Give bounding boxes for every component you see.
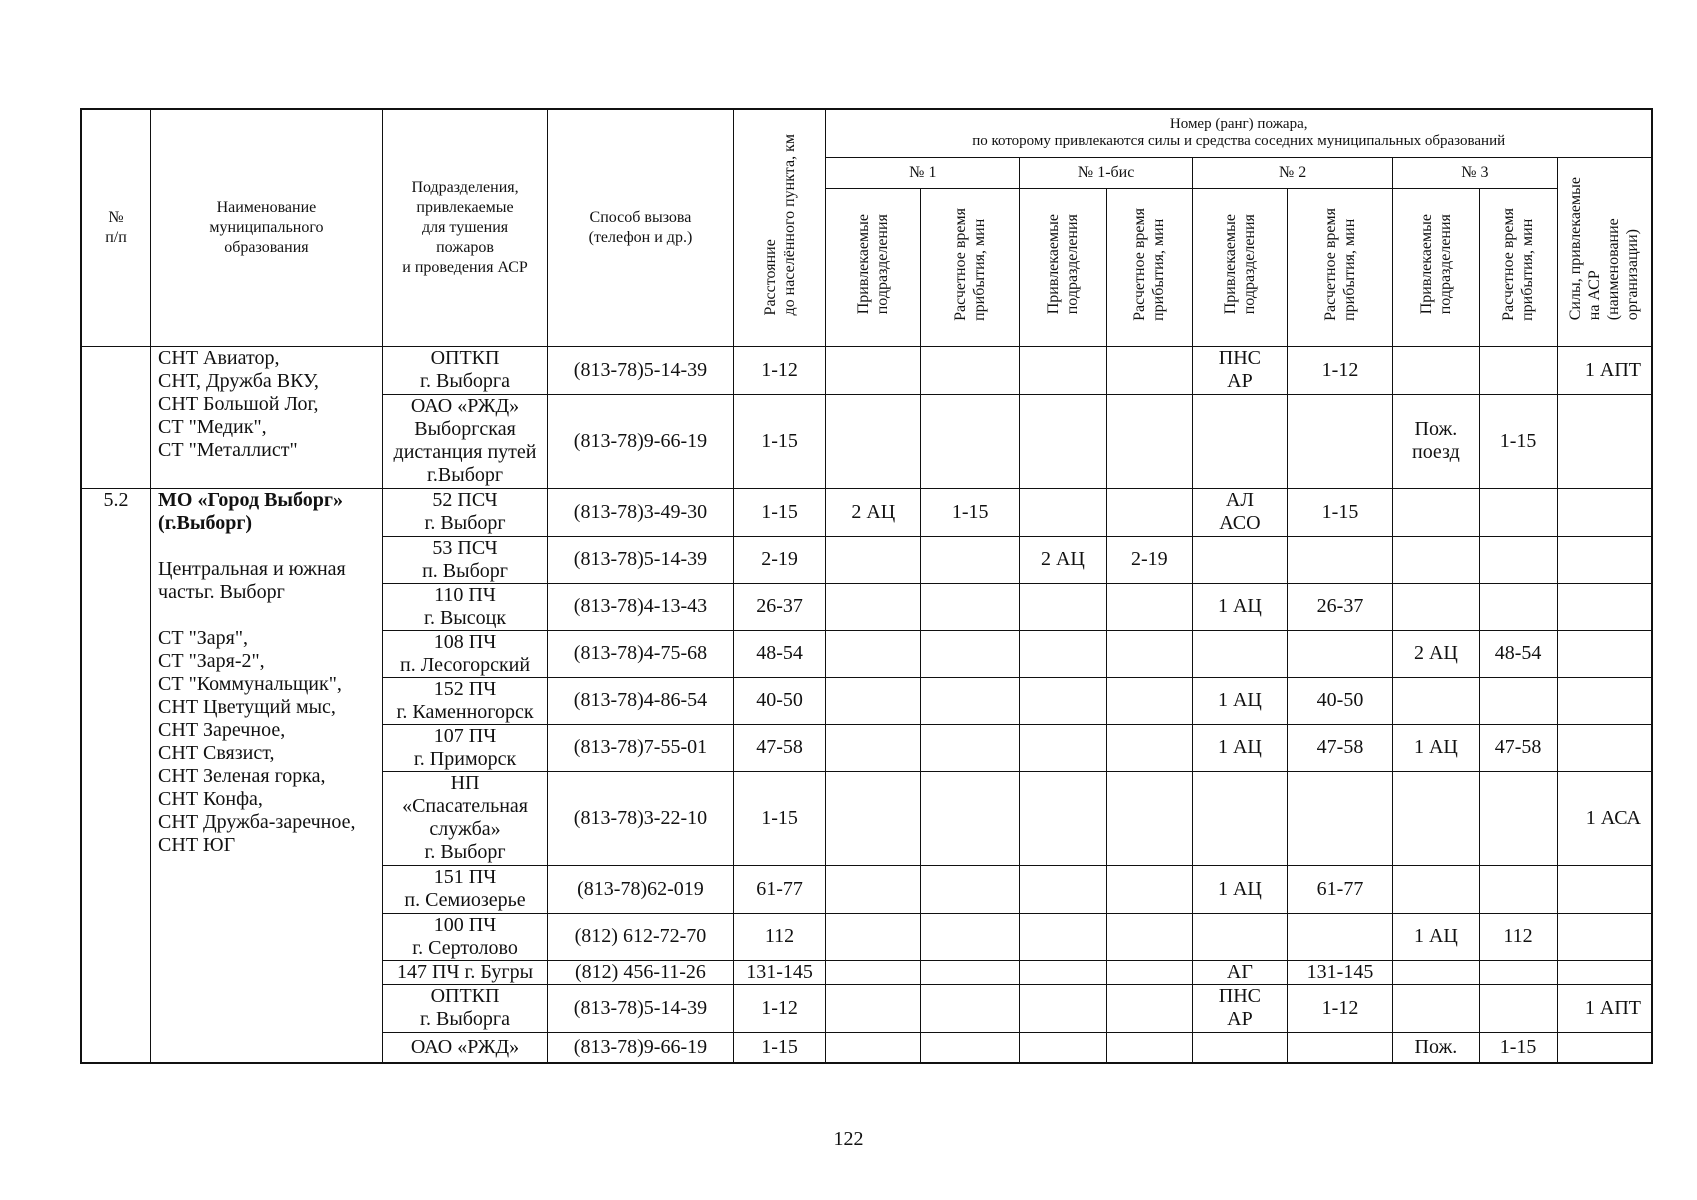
- rank1-units-cell: [826, 394, 921, 488]
- rank1bis-units-cell: [1020, 865, 1106, 913]
- rank2-time-cell: [1287, 913, 1392, 960]
- rank1bis-time-cell: [1106, 677, 1192, 724]
- municipality-name: СНТ Авиатор, СНТ, Дружба ВКУ, СНТ Большой Лог, СТ "Медик", СТ "Металлист": [151, 346, 383, 488]
- unit-cell: 147 ПЧ г. Бугры: [382, 960, 547, 984]
- distance-cell: 47-58: [733, 724, 826, 771]
- rank1-time-cell: [921, 771, 1020, 865]
- rank2-units-cell: 1 АЦ: [1193, 724, 1288, 771]
- rank3-time-cell: [1479, 984, 1557, 1032]
- unit-cell: ОПТКП г. Выборга: [382, 984, 547, 1032]
- rank1bis-time-cell: [1106, 488, 1192, 536]
- call-cell: (813-78)3-49-30: [548, 488, 733, 536]
- table-row: [81, 488, 1652, 536]
- call-cell: (813-78)5-14-39: [548, 984, 733, 1032]
- distance-cell: 1-12: [733, 984, 826, 1032]
- asr-cell: [1557, 394, 1652, 488]
- rank1-units-cell: [826, 771, 921, 865]
- rank3-units-cell: 2 АЦ: [1393, 630, 1479, 677]
- rank1-units-cell: [826, 1032, 921, 1063]
- header-asr-text: Силы, привлекаемые на АСР (наименование организации): [1567, 176, 1642, 321]
- rank1-time-cell: [921, 630, 1020, 677]
- distance-cell: 1-15: [733, 771, 826, 865]
- unit-cell: 107 ПЧ г. Приморск: [382, 724, 547, 771]
- row-num-empty: [81, 346, 151, 488]
- rank1-time-cell: [921, 984, 1020, 1032]
- header-rank3-time: Расчетное время прибытия, мин: [1479, 188, 1557, 346]
- asr-cell: [1557, 960, 1652, 984]
- rank2-units-cell: [1193, 913, 1288, 960]
- rank1bis-units-cell: [1020, 630, 1106, 677]
- rank3-time-cell: 112: [1479, 913, 1557, 960]
- asr-cell: 1 АПТ: [1557, 984, 1652, 1032]
- rank1bis-units-cell: [1020, 488, 1106, 536]
- call-cell: (813-78)5-14-39: [548, 536, 733, 583]
- rank2-units-cell: [1193, 630, 1288, 677]
- call-cell: (813-78)9-66-19: [548, 1032, 733, 1063]
- distance-cell: 61-77: [733, 865, 826, 913]
- rank3-time-cell: [1479, 865, 1557, 913]
- asr-cell: [1557, 630, 1652, 677]
- rank3-units-cell: Пож. поезд: [1393, 394, 1479, 488]
- rank1bis-units-cell: [1020, 394, 1106, 488]
- rank3-time-cell: [1479, 536, 1557, 583]
- distance-cell: 1-15: [733, 488, 826, 536]
- rank2-time-cell: 26-37: [1287, 583, 1392, 630]
- unit-cell: 110 ПЧ г. Высоцк: [382, 583, 547, 630]
- rank1bis-units-cell: [1020, 346, 1106, 394]
- header-rank3-units: Привлекаемые подразделения: [1393, 188, 1479, 346]
- rank1bis-time-cell: [1106, 630, 1192, 677]
- rank1bis-units-cell: [1020, 583, 1106, 630]
- rank1bis-units-cell: [1020, 677, 1106, 724]
- unit-cell: ОПТКП г. Выборга: [382, 346, 547, 394]
- municipality-cell: [151, 488, 383, 1063]
- call-cell: (813-78)7-55-01: [548, 724, 733, 771]
- rank1bis-time-cell: [1106, 913, 1192, 960]
- rank1-time-cell: [921, 536, 1020, 583]
- municipality-title: МО «Город Выборг» (г.Выборг): [158, 488, 343, 534]
- rank2-time-cell: 1-12: [1287, 984, 1392, 1032]
- rank1-time-cell: [921, 677, 1020, 724]
- rank1bis-units-cell: [1020, 771, 1106, 865]
- distance-cell: 1-15: [733, 1032, 826, 1063]
- rank2-time-cell: 61-77: [1287, 865, 1392, 913]
- rank1-time-cell: [921, 724, 1020, 771]
- asr-cell: [1557, 865, 1652, 913]
- municipality-area: Центральная и южная частьг. Выборг: [158, 557, 346, 603]
- rank2-units-cell: [1193, 536, 1288, 583]
- distance-cell: 2-19: [733, 536, 826, 583]
- rank1bis-units-cell: [1020, 1032, 1106, 1063]
- unit-cell: НП «Спасательная служба» г. Выборг: [382, 771, 547, 865]
- fire-forces-table: [80, 108, 1653, 1064]
- call-cell: (813-78)62-019: [548, 865, 733, 913]
- rank2-time-cell: [1287, 630, 1392, 677]
- asr-cell: 1 АПТ: [1557, 346, 1652, 394]
- rank3-units-cell: [1393, 583, 1479, 630]
- asr-cell: [1557, 583, 1652, 630]
- distance-cell: 1-15: [733, 394, 826, 488]
- rank2-time-cell: [1287, 394, 1392, 488]
- rank3-units-cell: 1 АЦ: [1393, 913, 1479, 960]
- rank2-units-cell: [1193, 771, 1288, 865]
- rank3-time-cell: 1-15: [1479, 394, 1557, 488]
- rank1-time-cell: [921, 1032, 1020, 1063]
- header-call-method: Способ вызова (телефон и др.): [548, 109, 733, 346]
- asr-cell: [1557, 913, 1652, 960]
- rank1-time-cell: 1-15: [921, 488, 1020, 536]
- rank1bis-time-cell: [1106, 960, 1192, 984]
- header-rank1-units: Привлекаемые подразделения: [826, 188, 921, 346]
- rank1bis-time-cell: [1106, 394, 1192, 488]
- rank3-units-cell: [1393, 346, 1479, 394]
- call-cell: (813-78)3-22-10: [548, 771, 733, 865]
- distance-cell: 131-145: [733, 960, 826, 984]
- distance-cell: 26-37: [733, 583, 826, 630]
- rank3-time-cell: 1-15: [1479, 1032, 1557, 1063]
- distance-cell: 112: [733, 913, 826, 960]
- rank3-time-cell: [1479, 346, 1557, 394]
- rank3-units-cell: [1393, 536, 1479, 583]
- rank1bis-units-cell: [1020, 984, 1106, 1032]
- rank1bis-time-cell: [1106, 583, 1192, 630]
- rank2-units-cell: ПНС АР: [1193, 984, 1288, 1032]
- rank1-time-cell: [921, 346, 1020, 394]
- rank1-time-cell: [921, 394, 1020, 488]
- rank2-time-cell: [1287, 536, 1392, 583]
- unit-cell: ОАО «РЖД» Выборгская дистанция путей г.Выборг: [382, 394, 547, 488]
- rank3-units-cell: [1393, 677, 1479, 724]
- rank1-time-cell: [921, 865, 1020, 913]
- rank1-time-cell: [921, 960, 1020, 984]
- rank1-time-cell: [921, 913, 1020, 960]
- row-num: 5.2: [81, 488, 151, 1063]
- header-rank2-units: Привлекаемые подразделения: [1193, 188, 1288, 346]
- rank2-units-cell: 1 АЦ: [1193, 865, 1288, 913]
- rank3-units-cell: [1393, 488, 1479, 536]
- rank2-time-cell: [1287, 1032, 1392, 1063]
- rank2-units-cell: АЛ АСО: [1193, 488, 1288, 536]
- municipality-settlements: СТ "Заря", СТ "Заря-2", СТ "Коммунальщик", СНТ Цветущий мыс, СНТ Заречное, СНТ Связист, СНТ Зеленая горка, СНТ Конфа, СНТ Дружба-заречное, СНТ ЮГ: [158, 626, 356, 856]
- rank3-units-cell: 1 АЦ: [1393, 724, 1479, 771]
- rank2-time-cell: [1287, 771, 1392, 865]
- rank2-time-cell: 1-15: [1287, 488, 1392, 536]
- asr-cell: [1557, 488, 1652, 536]
- page-number: 122: [833, 1128, 864, 1150]
- asr-cell: [1557, 724, 1652, 771]
- rank1bis-time-cell: [1106, 771, 1192, 865]
- rank1-units-cell: [826, 960, 921, 984]
- distance-cell: 40-50: [733, 677, 826, 724]
- rank1-time-cell: [921, 583, 1020, 630]
- header-rank1bis-time: Расчетное время прибытия, мин: [1106, 188, 1192, 346]
- rank1bis-units-cell: [1020, 913, 1106, 960]
- rank1bis-time-cell: [1106, 346, 1192, 394]
- rank2-units-cell: 1 АЦ: [1193, 583, 1288, 630]
- header-rank-1-bis: № 1-бис: [1020, 157, 1193, 188]
- unit-cell: 151 ПЧ п. Семиозерье: [382, 865, 547, 913]
- rank1-units-cell: [826, 865, 921, 913]
- rank1-units-cell: [826, 913, 921, 960]
- rank1-units-cell: [826, 984, 921, 1032]
- rank1bis-time-cell: [1106, 865, 1192, 913]
- distance-cell: 48-54: [733, 630, 826, 677]
- rank2-time-cell: 47-58: [1287, 724, 1392, 771]
- header-rank-2: № 2: [1193, 157, 1393, 188]
- unit-cell: 152 ПЧ г. Каменногорск: [382, 677, 547, 724]
- rank3-time-cell: [1479, 583, 1557, 630]
- rank2-time-cell: 1-12: [1287, 346, 1392, 394]
- rank2-units-cell: 1 АЦ: [1193, 677, 1288, 724]
- rank1bis-time-cell: [1106, 724, 1192, 771]
- rank1-units-cell: 2 АЦ: [826, 488, 921, 536]
- call-cell: (813-78)5-14-39: [548, 346, 733, 394]
- call-cell: (813-78)4-75-68: [548, 630, 733, 677]
- table-row: [81, 346, 1652, 394]
- distance-cell: 1-12: [733, 346, 826, 394]
- rank3-units-cell: [1393, 960, 1479, 984]
- rank1bis-time-cell: [1106, 984, 1192, 1032]
- rank2-units-cell: АГ: [1193, 960, 1288, 984]
- call-cell: (812) 456-11-26: [548, 960, 733, 984]
- rank1bis-time-cell: [1106, 1032, 1192, 1063]
- header-units: Подразделения, привлекаемые для тушения пожаров и проведения АСР: [382, 109, 547, 346]
- unit-cell: 100 ПЧ г. Сертолово: [382, 913, 547, 960]
- rank1-units-cell: [826, 677, 921, 724]
- header-rank2-time: Расчетное время прибытия, мин: [1287, 188, 1392, 346]
- unit-cell: 52 ПСЧ г. Выборг: [382, 488, 547, 536]
- call-cell: (813-78)4-86-54: [548, 677, 733, 724]
- unit-cell: 108 ПЧ п. Лесогорский: [382, 630, 547, 677]
- rank1bis-units-cell: [1020, 724, 1106, 771]
- rank3-time-cell: [1479, 677, 1557, 724]
- rank3-units-cell: [1393, 984, 1479, 1032]
- rank3-units-cell: [1393, 771, 1479, 865]
- rank1-units-cell: [826, 724, 921, 771]
- rank2-units-cell: [1193, 1032, 1288, 1063]
- header-num: № п/п: [81, 109, 151, 346]
- header-municipality: Наименование муниципального образования: [151, 109, 383, 346]
- rank3-units-cell: Пож.: [1393, 1032, 1479, 1063]
- asr-cell: [1557, 677, 1652, 724]
- rank2-time-cell: 40-50: [1287, 677, 1392, 724]
- rank3-time-cell: [1479, 771, 1557, 865]
- header-rank-title: Номер (ранг) пожара, по которому привлекаются силы и средства соседних муниципальных образований: [826, 109, 1652, 157]
- rank2-units-cell: [1193, 394, 1288, 488]
- rank3-time-cell: [1479, 488, 1557, 536]
- call-cell: (812) 612-72-70: [548, 913, 733, 960]
- rank2-time-cell: 131-145: [1287, 960, 1392, 984]
- call-cell: (813-78)4-13-43: [548, 583, 733, 630]
- header-distance-text: Расстояние до населённого пункта, км: [761, 134, 798, 316]
- rank1-units-cell: [826, 583, 921, 630]
- unit-cell: ОАО «РЖД»: [382, 1032, 547, 1063]
- header-rank1bis-units: Привлекаемые подразделения: [1020, 188, 1106, 346]
- rank1bis-time-cell: 2-19: [1106, 536, 1192, 583]
- rank3-time-cell: 48-54: [1479, 630, 1557, 677]
- rank1bis-units-cell: 2 АЦ: [1020, 536, 1106, 583]
- rank1bis-units-cell: [1020, 960, 1106, 984]
- rank3-time-cell: [1479, 960, 1557, 984]
- rank1-units-cell: [826, 536, 921, 583]
- call-cell: (813-78)9-66-19: [548, 394, 733, 488]
- rank1-units-cell: [826, 630, 921, 677]
- header-distance: [733, 109, 826, 346]
- asr-cell: 1 АСА: [1557, 771, 1652, 865]
- header-asr: [1557, 157, 1652, 346]
- header-rank-1: № 1: [826, 157, 1020, 188]
- header-rank-3: № 3: [1393, 157, 1557, 188]
- rank3-time-cell: 47-58: [1479, 724, 1557, 771]
- rank1-units-cell: [826, 346, 921, 394]
- rank2-units-cell: ПНС АР: [1193, 346, 1288, 394]
- asr-cell: [1557, 536, 1652, 583]
- rank3-units-cell: [1393, 865, 1479, 913]
- asr-cell: [1557, 1032, 1652, 1063]
- unit-cell: 53 ПСЧ п. Выборг: [382, 536, 547, 583]
- header-rank1-time: Расчетное время прибытия, мин: [921, 188, 1020, 346]
